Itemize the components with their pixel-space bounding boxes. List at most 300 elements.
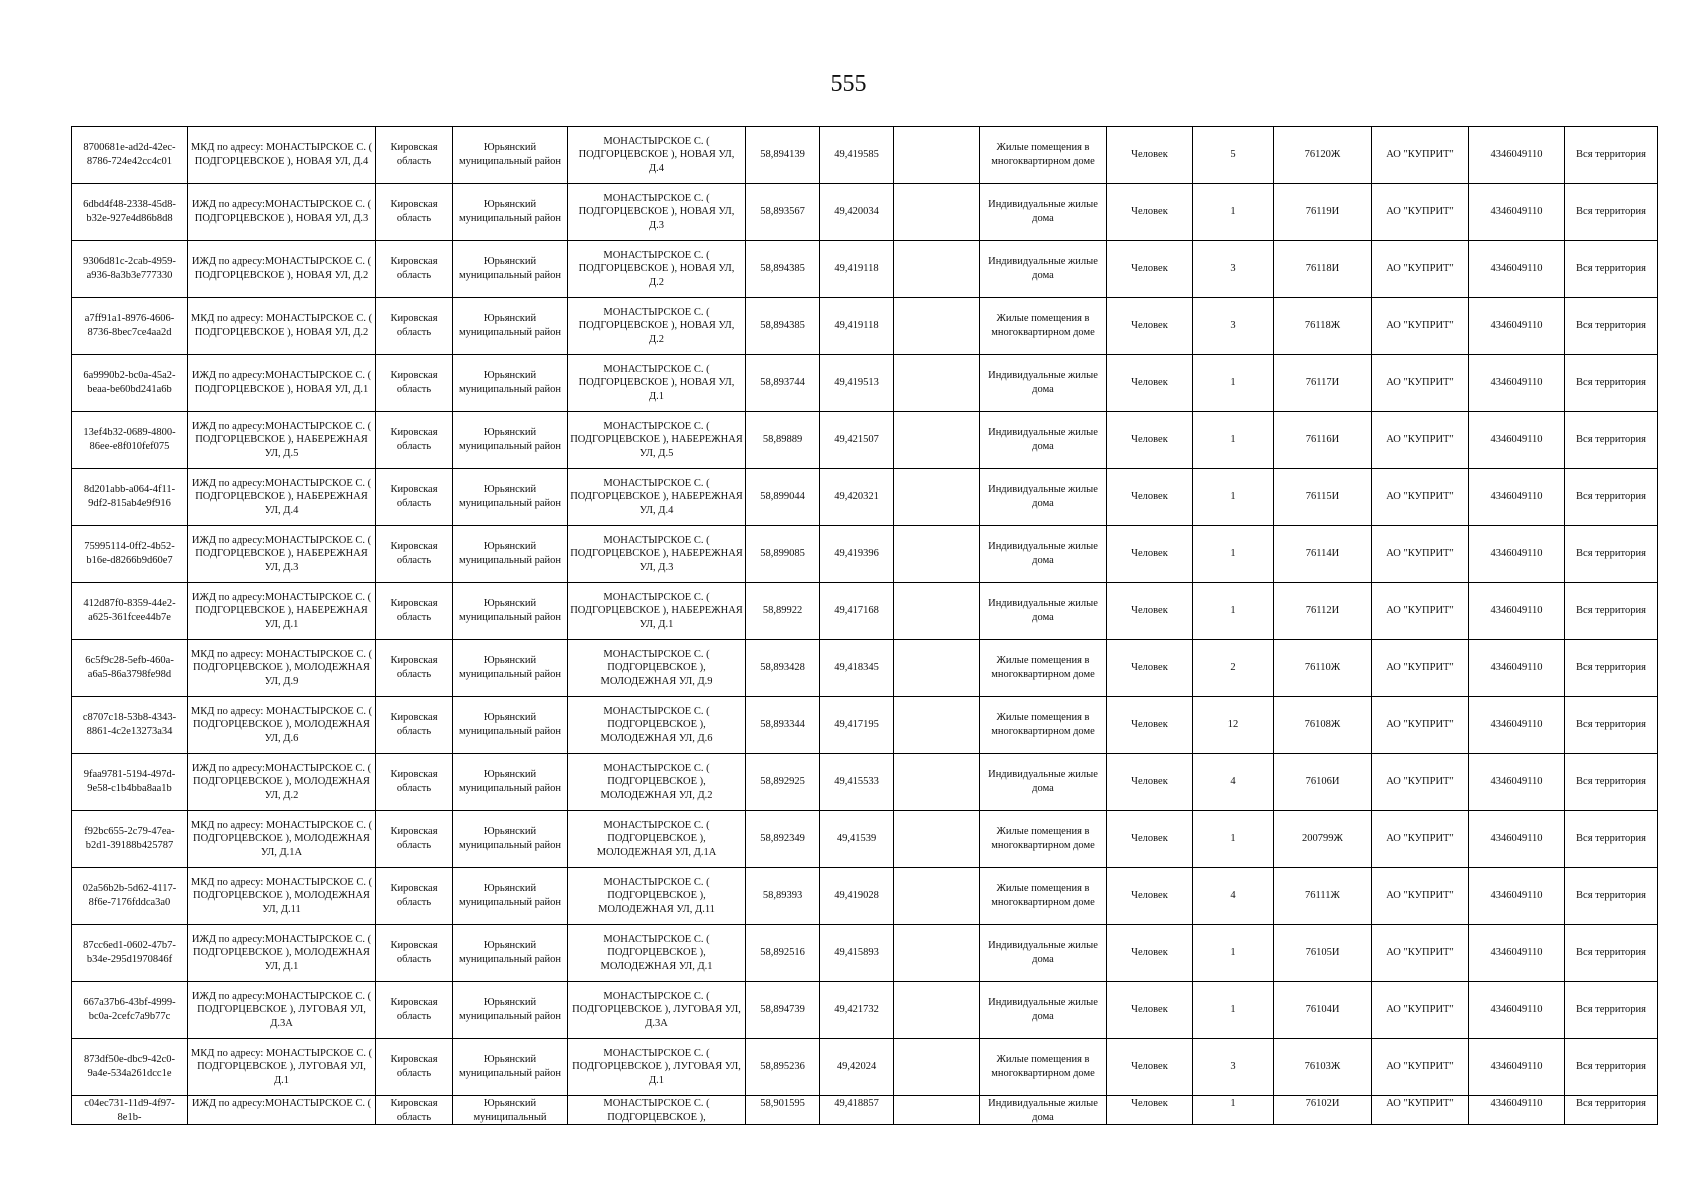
count-cell [1193,412,1274,469]
table-row [72,469,1658,526]
count-cell [1193,298,1274,355]
organization-cell-text: АО "КУПРИТ" [1386,776,1454,788]
object-description-cell [188,526,376,583]
longitude-cell [820,982,894,1039]
object-type-cell [980,1039,1107,1096]
unit-cell-text: Человек [1131,890,1168,902]
object-type-cell [980,754,1107,811]
inn-cell [1469,1096,1565,1125]
organization-cell-text: АО "КУПРИТ" [1386,947,1454,959]
latitude-cell [746,640,820,697]
object-type-cell [980,1096,1107,1125]
object-id-cell-text: 8d201abb-a064-4f11-9df2-815ab4e9f916 [83,484,176,509]
account-code-cell-text: 76115И [1305,491,1340,503]
territory-cell-text: Вся территория [1576,1004,1646,1016]
region-cell [376,412,453,469]
account-code-cell-text: 76105И [1305,947,1340,959]
district-cell [453,583,568,640]
count-cell-text: 1 [1230,434,1236,446]
district-cell [453,1039,568,1096]
territory-cell-text: Вся территория [1576,605,1646,617]
longitude-cell-text: 49,419118 [834,263,879,275]
territory-cell-text: Вся территория [1576,776,1646,788]
object-type-cell [980,925,1107,982]
address-cell [568,526,746,583]
object-type-cell [980,298,1107,355]
territory-cell [1565,754,1658,811]
territory-cell-text: Вся территория [1576,833,1646,845]
organization-cell [1372,412,1469,469]
object-description-cell [188,355,376,412]
district-cell [453,184,568,241]
district-cell [453,811,568,868]
account-code-cell-text: 76103Ж [1304,1061,1341,1073]
object-id-cell [72,868,188,925]
count-cell [1193,1039,1274,1096]
registry-body [72,127,1658,1125]
table-row [72,697,1658,754]
region-cell [376,526,453,583]
district-cell [453,982,568,1039]
account-code-cell-text: 76106И [1305,776,1340,788]
inn-cell-text: 4346049110 [1490,662,1543,674]
table-row [72,355,1658,412]
object-description-cell [188,868,376,925]
count-cell [1193,241,1274,298]
territory-cell [1565,583,1658,640]
account-code-cell-text: 76112И [1305,605,1340,617]
table-row [72,640,1658,697]
object-type-cell [980,583,1107,640]
table-row [72,184,1658,241]
object-description-cell [188,184,376,241]
organization-cell-text: АО "КУПРИТ" [1386,149,1454,161]
object-type-cell [980,697,1107,754]
table-row [72,868,1658,925]
region-cell [376,469,453,526]
address-cell-text: МОНАСТЫРСКОЕ С. ( ПОДГОРЦЕВСКОЕ ), МОЛОДЕЖНАЯ УЛ, Д.1 [600,933,713,972]
longitude-cell [820,754,894,811]
address-cell-text: МОНАСТЫРСКОЕ С. ( ПОДГОРЦЕВСКОЕ ), ЛУГОВАЯ УЛ, Д.3А [572,990,741,1029]
address-cell-text: МОНАСТЫРСКОЕ С. ( ПОДГОРЦЕВСКОЕ ), НАБЕРЕЖНАЯ УЛ, Д.4 [570,477,743,516]
unit-cell [1107,184,1193,241]
territory-cell-text: Вся территория [1576,1061,1646,1073]
inn-cell [1469,811,1565,868]
region-cell-text: Кировская область [390,484,438,509]
object-id-cell [72,754,188,811]
object-description-cell [188,754,376,811]
organization-cell [1372,982,1469,1039]
unit-cell-text: Человек [1131,377,1168,389]
inn-cell [1469,697,1565,754]
longitude-cell [820,355,894,412]
object-description-cell [188,1096,376,1125]
object-id-cell [72,811,188,868]
account-code-cell-text: 76119И [1305,206,1340,218]
count-cell-text: 1 [1230,1098,1236,1109]
account-code-cell [1274,127,1372,184]
object-description-cell-text: ИЖД по адресу:МОНАСТЫРСКОЕ С. ( ПОДГОРЦЕВСКОЕ ), НАБЕРЕЖНАЯ УЛ, Д.4 [191,477,372,516]
region-cell-text: Кировская область [390,142,438,167]
count-cell-text: 1 [1230,491,1236,503]
object-description-cell-text: МКД по адресу: МОНАСТЫРСКОЕ С. ( ПОДГОРЦЕВСКОЕ ), МОЛОДЕЖНАЯ УЛ, Д.6 [190,705,373,744]
object-description-cell-text: ИЖД по адресу:МОНАСТЫРСКОЕ С. ( ПОДГОРЦЕВСКОЕ ), НАБЕРЕЖНАЯ УЛ, Д.5 [191,420,372,459]
address-cell-text: МОНАСТЫРСКОЕ С. ( ПОДГОРЦЕВСКОЕ ), НОВАЯ УЛ, Д.2 [578,249,735,288]
object-type-cell [980,868,1107,925]
organization-cell [1372,1039,1469,1096]
object-id-cell-text: c04ec731-11d9-4f97-8e1b- [84,1098,175,1123]
object-description-cell [188,241,376,298]
region-cell-text: Кировская область [390,1054,438,1079]
address-cell [568,1096,746,1125]
latitude-cell-text: 58,893744 [760,377,805,389]
region-cell [376,925,453,982]
district-cell [453,868,568,925]
count-cell-text: 3 [1230,1061,1236,1073]
region-cell-text: Кировская область [390,997,438,1022]
latitude-cell-text: 58,89922 [762,605,803,617]
organization-cell-text: АО "КУПРИТ" [1386,890,1454,902]
account-code-cell-text: 76120Ж [1304,149,1341,161]
object-type-cell-text: Индивидуальные жилые дома [988,427,1098,452]
table-row [72,754,1658,811]
district-cell [453,127,568,184]
district-cell-text: Юрьянский муниципальный район [458,1054,562,1079]
unit-cell [1107,1039,1193,1096]
latitude-cell [746,184,820,241]
account-code-cell [1274,583,1372,640]
account-code-cell-text: 76110Ж [1304,662,1341,674]
inn-cell [1469,298,1565,355]
object-type-cell-text: Индивидуальные жилые дома [988,940,1098,965]
latitude-cell [746,355,820,412]
count-cell-text: 1 [1230,1004,1236,1016]
longitude-cell [820,184,894,241]
table-row [72,298,1658,355]
inn-cell-text: 4346049110 [1490,890,1543,902]
object-type-cell [980,412,1107,469]
district-cell-text: Юрьянский муниципальный [473,1098,547,1123]
longitude-cell [820,583,894,640]
object-id-cell-text: 6a9990b2-bc0a-45a2-beaa-be60bd241a6b [83,370,176,395]
latitude-cell-text: 58,893567 [760,206,805,218]
unit-cell-text: Человек [1131,263,1168,275]
longitude-cell-text: 49,418857 [834,1098,879,1109]
territory-cell [1565,868,1658,925]
unit-cell [1107,526,1193,583]
object-description-cell-text: ИЖД по адресу:МОНАСТЫРСКОЕ С. ( ПОДГОРЦЕВСКОЕ ), НОВАЯ УЛ, Д.3 [191,199,372,224]
latitude-cell-text: 58,894739 [760,1004,805,1016]
region-cell [376,241,453,298]
territory-cell [1565,355,1658,412]
district-cell [453,1096,568,1125]
latitude-cell-text: 58,894385 [760,263,805,275]
count-cell [1193,925,1274,982]
object-description-cell-text: МКД по адресу: МОНАСТЫРСКОЕ С. ( ПОДГОРЦЕВСКОЕ ), МОЛОДЕЖНАЯ УЛ, Д.11 [190,876,373,915]
object-id-cell-text: 9faa9781-5194-497d-9e58-c1b4bba8aa1b [83,769,176,794]
unit-cell-text: Человек [1131,947,1168,959]
latitude-cell-text: 58,89393 [762,890,803,902]
object-id-cell [72,640,188,697]
address-cell-text: МОНАСТЫРСКОЕ С. ( ПОДГОРЦЕВСКОЕ ), МОЛОДЕЖНАЯ УЛ, Д.1А [596,819,717,858]
region-cell-text: Кировская область [390,883,438,908]
unit-cell-text: Человек [1131,434,1168,446]
unit-cell-text: Человек [1131,1098,1168,1109]
address-cell-text: МОНАСТЫРСКОЕ С. ( ПОДГОРЦЕВСКОЕ ), НАБЕРЕЖНАЯ УЛ, Д.5 [570,420,743,459]
district-cell [453,640,568,697]
object-id-cell-text: c8707c18-53b8-4343-8861-4c2e13273a34 [82,712,177,737]
inn-cell [1469,868,1565,925]
district-cell [453,754,568,811]
count-cell [1193,469,1274,526]
longitude-cell-text: 49,42024 [836,1061,877,1073]
count-cell-text: 1 [1230,833,1236,845]
organization-cell [1372,184,1469,241]
count-cell-text: 1 [1230,206,1236,218]
object-description-cell [188,982,376,1039]
object-id-cell-text: 8700681e-ad2d-42ec-8786-724e42cc4c01 [83,142,176,167]
count-cell [1193,127,1274,184]
empty-cell [894,127,980,184]
region-cell-text: Кировская область [390,598,438,623]
count-cell-text: 3 [1230,263,1236,275]
organization-cell [1372,640,1469,697]
unit-cell-text: Человек [1131,320,1168,332]
longitude-cell [820,469,894,526]
unit-cell [1107,1096,1193,1125]
object-type-cell-text: Индивидуальные жилые дома [988,598,1098,623]
count-cell [1193,868,1274,925]
account-code-cell [1274,982,1372,1039]
object-description-cell [188,811,376,868]
table-row [72,412,1658,469]
latitude-cell-text: 58,899085 [760,548,805,560]
address-cell-text: МОНАСТЫРСКОЕ С. ( ПОДГОРЦЕВСКОЕ ), МОЛОДЕЖНАЯ УЛ, Д.6 [600,705,713,744]
empty-cell [894,298,980,355]
longitude-cell-text: 49,418345 [834,662,879,674]
organization-cell [1372,241,1469,298]
district-cell-text: Юрьянский муниципальный район [458,883,562,908]
object-description-cell-text: ИЖД по адресу:МОНАСТЫРСКОЕ С. ( ПОДГОРЦЕВСКОЕ ), ЛУГОВАЯ УЛ, Д.3А [191,990,372,1029]
account-code-cell [1274,412,1372,469]
object-id-cell-text: 87cc6ed1-0602-47b7-b34e-295d1970846f [83,940,176,965]
unit-cell [1107,811,1193,868]
territory-cell [1565,1039,1658,1096]
empty-cell [894,754,980,811]
inn-cell-text: 4346049110 [1490,719,1543,731]
unit-cell-text: Человек [1131,605,1168,617]
organization-cell [1372,1096,1469,1125]
address-cell [568,412,746,469]
empty-cell [894,1096,980,1125]
district-cell-text: Юрьянский муниципальный район [458,598,562,623]
longitude-cell-text: 49,415893 [834,947,879,959]
longitude-cell-text: 49,419396 [834,548,879,560]
region-cell [376,355,453,412]
organization-cell-text: АО "КУПРИТ" [1386,1004,1454,1016]
address-cell-text: МОНАСТЫРСКОЕ С. ( ПОДГОРЦЕВСКОЕ ), [603,1098,710,1123]
object-type-cell-text: Индивидуальные жилые дома [988,370,1098,395]
unit-cell [1107,754,1193,811]
organization-cell-text: АО "КУПРИТ" [1386,719,1454,731]
region-cell [376,1096,453,1125]
unit-cell [1107,925,1193,982]
count-cell [1193,754,1274,811]
address-cell-text: МОНАСТЫРСКОЕ С. ( ПОДГОРЦЕВСКОЕ ), МОЛОДЕЖНАЯ УЛ, Д.11 [598,876,715,915]
region-cell [376,583,453,640]
count-cell [1193,1096,1274,1125]
latitude-cell [746,298,820,355]
address-cell [568,469,746,526]
territory-cell-text: Вся территория [1576,263,1646,275]
count-cell [1193,355,1274,412]
organization-cell [1372,469,1469,526]
latitude-cell [746,982,820,1039]
object-type-cell-text: Жилые помещения в многоквартирном доме [991,883,1095,908]
longitude-cell [820,412,894,469]
account-code-cell-text: 76118И [1305,263,1340,275]
latitude-cell [746,412,820,469]
inn-cell-text: 4346049110 [1490,263,1543,275]
organization-cell [1372,298,1469,355]
object-type-cell-text: Индивидуальные жилые дома [988,256,1098,281]
account-code-cell [1274,241,1372,298]
territory-cell [1565,127,1658,184]
object-id-cell-text: 667a37b6-43bf-4999-bc0a-2cefc7a9b77c [83,997,176,1022]
object-description-cell [188,298,376,355]
account-code-cell-text: 76104И [1305,1004,1340,1016]
count-cell [1193,982,1274,1039]
unit-cell-text: Человек [1131,776,1168,788]
region-cell [376,298,453,355]
district-cell [453,241,568,298]
empty-cell [894,868,980,925]
count-cell-text: 12 [1227,719,1239,731]
object-type-cell-text: Жилые помещения в многоквартирном доме [991,826,1095,851]
address-cell [568,184,746,241]
table-row [72,811,1658,868]
object-type-cell [980,811,1107,868]
territory-cell-text: Вся территория [1576,491,1646,503]
object-type-cell-text: Жилые помещения в многоквартирном доме [991,142,1095,167]
object-id-cell [72,526,188,583]
object-description-cell-text: ИЖД по адресу:МОНАСТЫРСКОЕ С. ( ПОДГОРЦЕВСКОЕ ), НОВАЯ УЛ, Д.2 [191,256,372,281]
longitude-cell [820,925,894,982]
object-id-cell [72,982,188,1039]
inn-cell [1469,526,1565,583]
longitude-cell-text: 49,417195 [834,719,879,731]
territory-cell [1565,412,1658,469]
object-type-cell-text: Индивидуальные жилые дома [988,199,1098,224]
object-description-cell [188,640,376,697]
region-cell [376,1039,453,1096]
object-type-cell [980,526,1107,583]
address-cell-text: МОНАСТЫРСКОЕ С. ( ПОДГОРЦЕВСКОЕ ), МОЛОДЕЖНАЯ УЛ, Д.9 [600,648,713,687]
address-cell-text: МОНАСТЫРСКОЕ С. ( ПОДГОРЦЕВСКОЕ ), НОВАЯ УЛ, Д.4 [578,135,735,174]
longitude-cell-text: 49,420321 [834,491,879,503]
object-id-cell [72,469,188,526]
latitude-cell [746,583,820,640]
object-description-cell-text: ИЖД по адресу:МОНАСТЫРСКОЕ С. ( [191,1098,372,1109]
organization-cell-text: АО "КУПРИТ" [1386,491,1454,503]
object-description-cell [188,925,376,982]
count-cell [1193,640,1274,697]
region-cell-text: Кировская область [390,541,438,566]
longitude-cell [820,640,894,697]
account-code-cell-text: 76108Ж [1304,719,1341,731]
territory-cell [1565,925,1658,982]
longitude-cell-text: 49,421732 [834,1004,879,1016]
organization-cell-text: АО "КУПРИТ" [1386,377,1454,389]
territory-cell-text: Вся территория [1576,320,1646,332]
inn-cell-text: 4346049110 [1490,320,1543,332]
table-row [72,526,1658,583]
region-cell [376,811,453,868]
territory-cell [1565,298,1658,355]
organization-cell-text: АО "КУПРИТ" [1386,206,1454,218]
organization-cell-text: АО "КУПРИТ" [1386,833,1454,845]
inn-cell-text: 4346049110 [1490,1004,1543,1016]
territory-cell [1565,982,1658,1039]
object-id-cell-text: 02a56b2b-5d62-4117-8f6e-7176fddca3a0 [82,883,177,908]
region-cell-text: Кировская область [390,1098,438,1123]
object-id-cell [72,241,188,298]
count-cell-text: 1 [1230,947,1236,959]
region-cell-text: Кировская область [390,655,438,680]
object-description-cell [188,127,376,184]
region-cell-text: Кировская область [390,313,438,338]
object-description-cell [188,1039,376,1096]
longitude-cell [820,697,894,754]
district-cell [453,925,568,982]
district-cell [453,526,568,583]
region-cell-text: Кировская область [390,940,438,965]
region-cell-text: Кировская область [390,826,438,851]
account-code-cell [1274,868,1372,925]
territory-cell-text: Вся территория [1576,719,1646,731]
empty-cell [894,184,980,241]
address-cell [568,298,746,355]
account-code-cell-text: 76118Ж [1304,320,1341,332]
address-cell [568,640,746,697]
inn-cell-text: 4346049110 [1490,548,1543,560]
organization-cell [1372,868,1469,925]
object-description-cell-text: МКД по адресу: МОНАСТЫРСКОЕ С. ( ПОДГОРЦЕВСКОЕ ), МОЛОДЕЖНАЯ УЛ, Д.9 [190,648,373,687]
latitude-cell [746,127,820,184]
empty-cell [894,697,980,754]
empty-cell [894,1039,980,1096]
account-code-cell [1274,355,1372,412]
district-cell-text: Юрьянский муниципальный район [458,142,562,167]
longitude-cell-text: 49,419028 [834,890,879,902]
object-type-cell-text: Жилые помещения в многоквартирном доме [991,655,1095,680]
inn-cell-text: 4346049110 [1490,491,1543,503]
inn-cell [1469,583,1565,640]
latitude-cell-text: 58,899044 [760,491,805,503]
empty-cell [894,583,980,640]
object-description-cell [188,469,376,526]
organization-cell-text: АО "КУПРИТ" [1386,320,1454,332]
address-cell [568,241,746,298]
object-type-cell [980,241,1107,298]
longitude-cell-text: 49,419513 [834,377,879,389]
unit-cell [1107,469,1193,526]
address-cell [568,754,746,811]
inn-cell-text: 4346049110 [1490,605,1543,617]
organization-cell-text: АО "КУПРИТ" [1386,1061,1454,1073]
district-cell-text: Юрьянский муниципальный район [458,769,562,794]
empty-cell [894,925,980,982]
